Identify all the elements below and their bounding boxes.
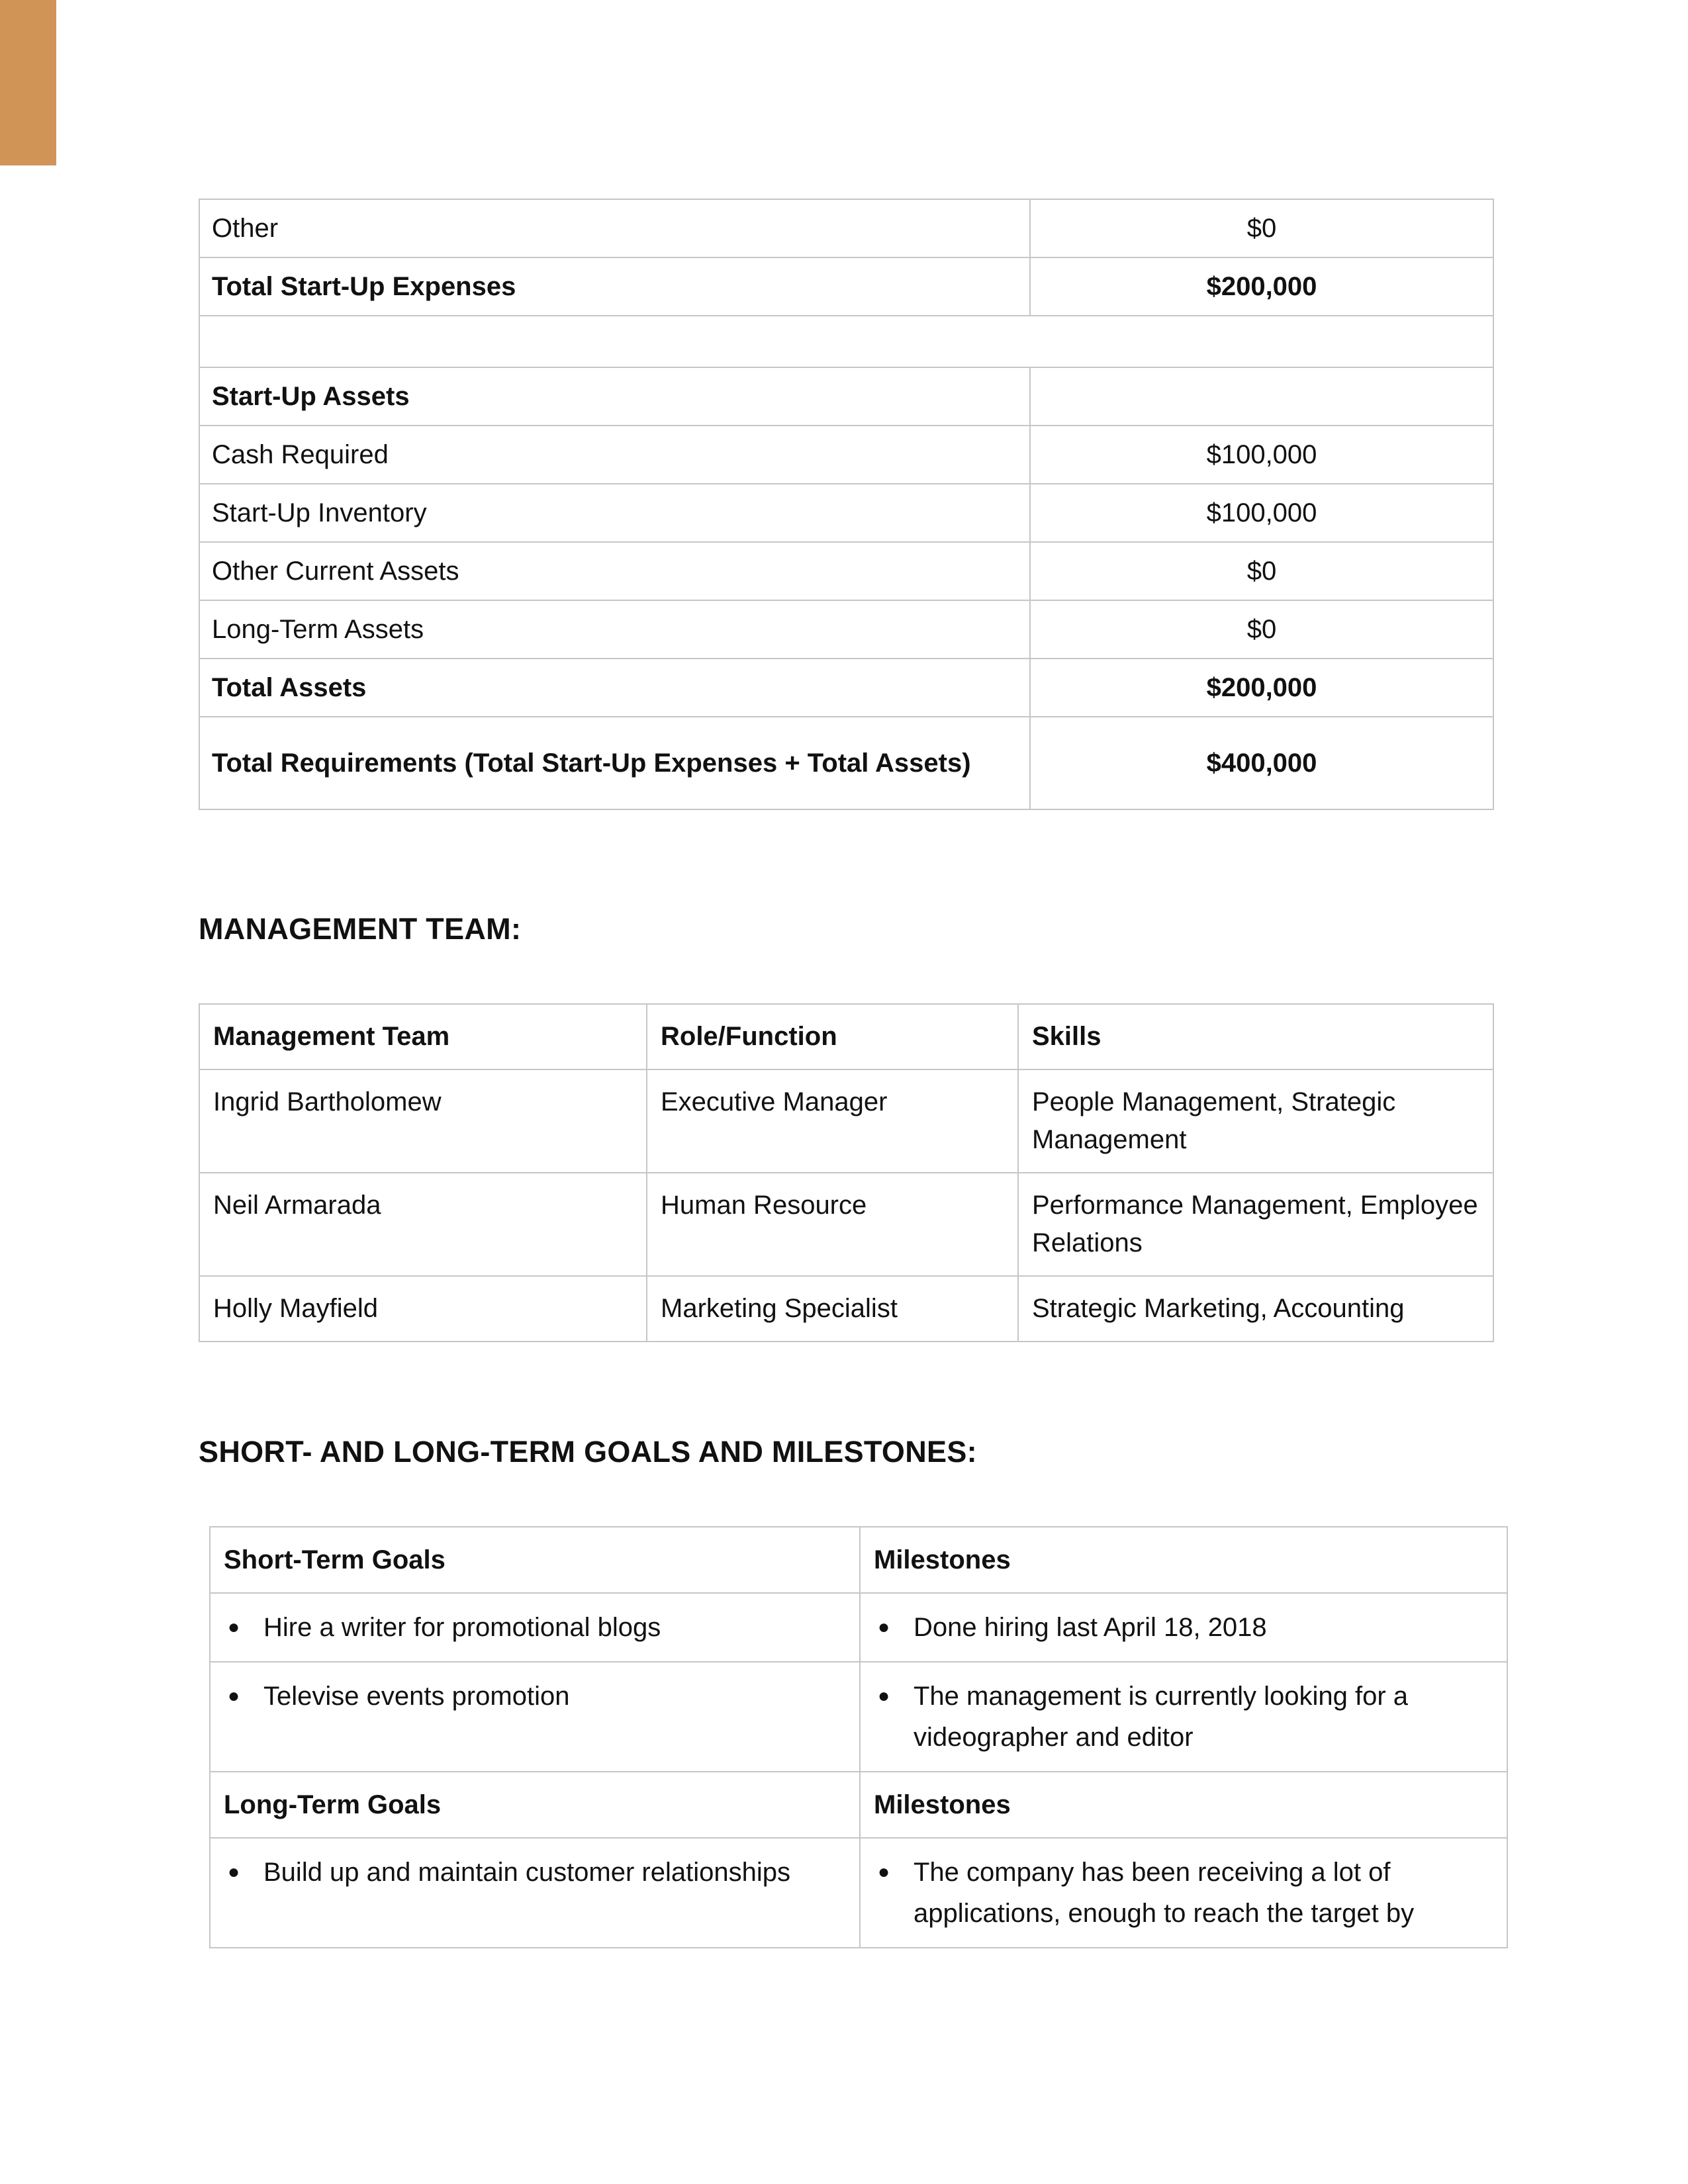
table-row (199, 1276, 1493, 1342)
goal-cell (210, 1838, 860, 1948)
empty-cell (199, 316, 1493, 367)
column-header: Long-Term Goals (210, 1772, 860, 1838)
row-value: $0 (1030, 542, 1493, 600)
row-value: $100,000 (1030, 426, 1493, 484)
column-header: Management Team (199, 1004, 647, 1069)
table-header-row (210, 1527, 1507, 1593)
row-label: Long-Term Assets (199, 600, 1030, 659)
row-label: Other (199, 199, 1030, 257)
table-header-row (199, 1004, 1493, 1069)
milestone-cell (860, 1838, 1507, 1948)
table-row (199, 542, 1493, 600)
table-row (199, 1173, 1493, 1276)
table-row (199, 659, 1493, 717)
row-value: $200,000 (1030, 659, 1493, 717)
row-value: $0 (1030, 600, 1493, 659)
table-row (199, 600, 1493, 659)
table-row (199, 484, 1493, 542)
bullet-item: ● The company has been receiving a lot of applications, enough to reach the target by (874, 1852, 1493, 1934)
milestone-cell (860, 1662, 1507, 1772)
bullet-item: ● Build up and maintain customer relationships (224, 1852, 846, 1893)
spacer-row (199, 316, 1493, 367)
table-row (199, 257, 1493, 316)
row-label: Cash Required (199, 426, 1030, 484)
row-label: Total Start-Up Expenses (199, 257, 1030, 316)
row-value: $200,000 (1030, 257, 1493, 316)
accent-tab (0, 0, 56, 165)
member-role: Human Resource (647, 1173, 1018, 1276)
table-row (199, 1069, 1493, 1173)
member-skills: People Management, Strategic Management (1018, 1069, 1493, 1173)
column-header: Milestones (860, 1527, 1507, 1593)
goals-heading: SHORT- AND LONG-TERM GOALS AND MILESTONES: (199, 1435, 977, 1469)
startup-financials-table (199, 199, 1494, 810)
table-row (199, 367, 1493, 426)
column-header: Short-Term Goals (210, 1527, 860, 1593)
column-header: Skills (1018, 1004, 1493, 1069)
table-row (199, 426, 1493, 484)
bullet-item: ● Done hiring last April 18, 2018 (874, 1607, 1493, 1648)
table-header-row (210, 1772, 1507, 1838)
management-table (199, 1003, 1494, 1342)
milestone-cell (860, 1593, 1507, 1662)
goal-cell (210, 1593, 860, 1662)
bullet-item: ● The management is currently looking for a videographer and editor (874, 1676, 1493, 1758)
member-skills: Performance Management, Employee Relations (1018, 1173, 1493, 1276)
member-role: Marketing Specialist (647, 1276, 1018, 1342)
row-label: Start-Up Inventory (199, 484, 1030, 542)
member-name: Ingrid Bartholomew (199, 1069, 647, 1173)
goal-cell (210, 1662, 860, 1772)
row-value (1030, 367, 1493, 426)
member-name: Neil Armarada (199, 1173, 647, 1276)
table-row (210, 1838, 1507, 1948)
row-value: $400,000 (1030, 717, 1493, 809)
management-heading: MANAGEMENT TEAM: (199, 912, 522, 946)
row-value: $100,000 (1030, 484, 1493, 542)
section-label: Start-Up Assets (199, 367, 1030, 426)
member-skills: Strategic Marketing, Accounting (1018, 1276, 1493, 1342)
row-label: Total Assets (199, 659, 1030, 717)
goals-table (209, 1526, 1508, 1948)
row-value: $0 (1030, 199, 1493, 257)
bullet-item: ● Hire a writer for promotional blogs (224, 1607, 846, 1648)
row-label: Other Current Assets (199, 542, 1030, 600)
table-row (199, 199, 1493, 257)
column-header: Role/Function (647, 1004, 1018, 1069)
column-header: Milestones (860, 1772, 1507, 1838)
table-row (210, 1662, 1507, 1772)
member-name: Holly Mayfield (199, 1276, 647, 1342)
row-label: Total Requirements (Total Start-Up Expenses + Total Assets) (199, 717, 1030, 809)
table-row (199, 717, 1493, 809)
bullet-item: ● Televise events promotion (224, 1676, 846, 1717)
table-row (210, 1593, 1507, 1662)
member-role: Executive Manager (647, 1069, 1018, 1173)
